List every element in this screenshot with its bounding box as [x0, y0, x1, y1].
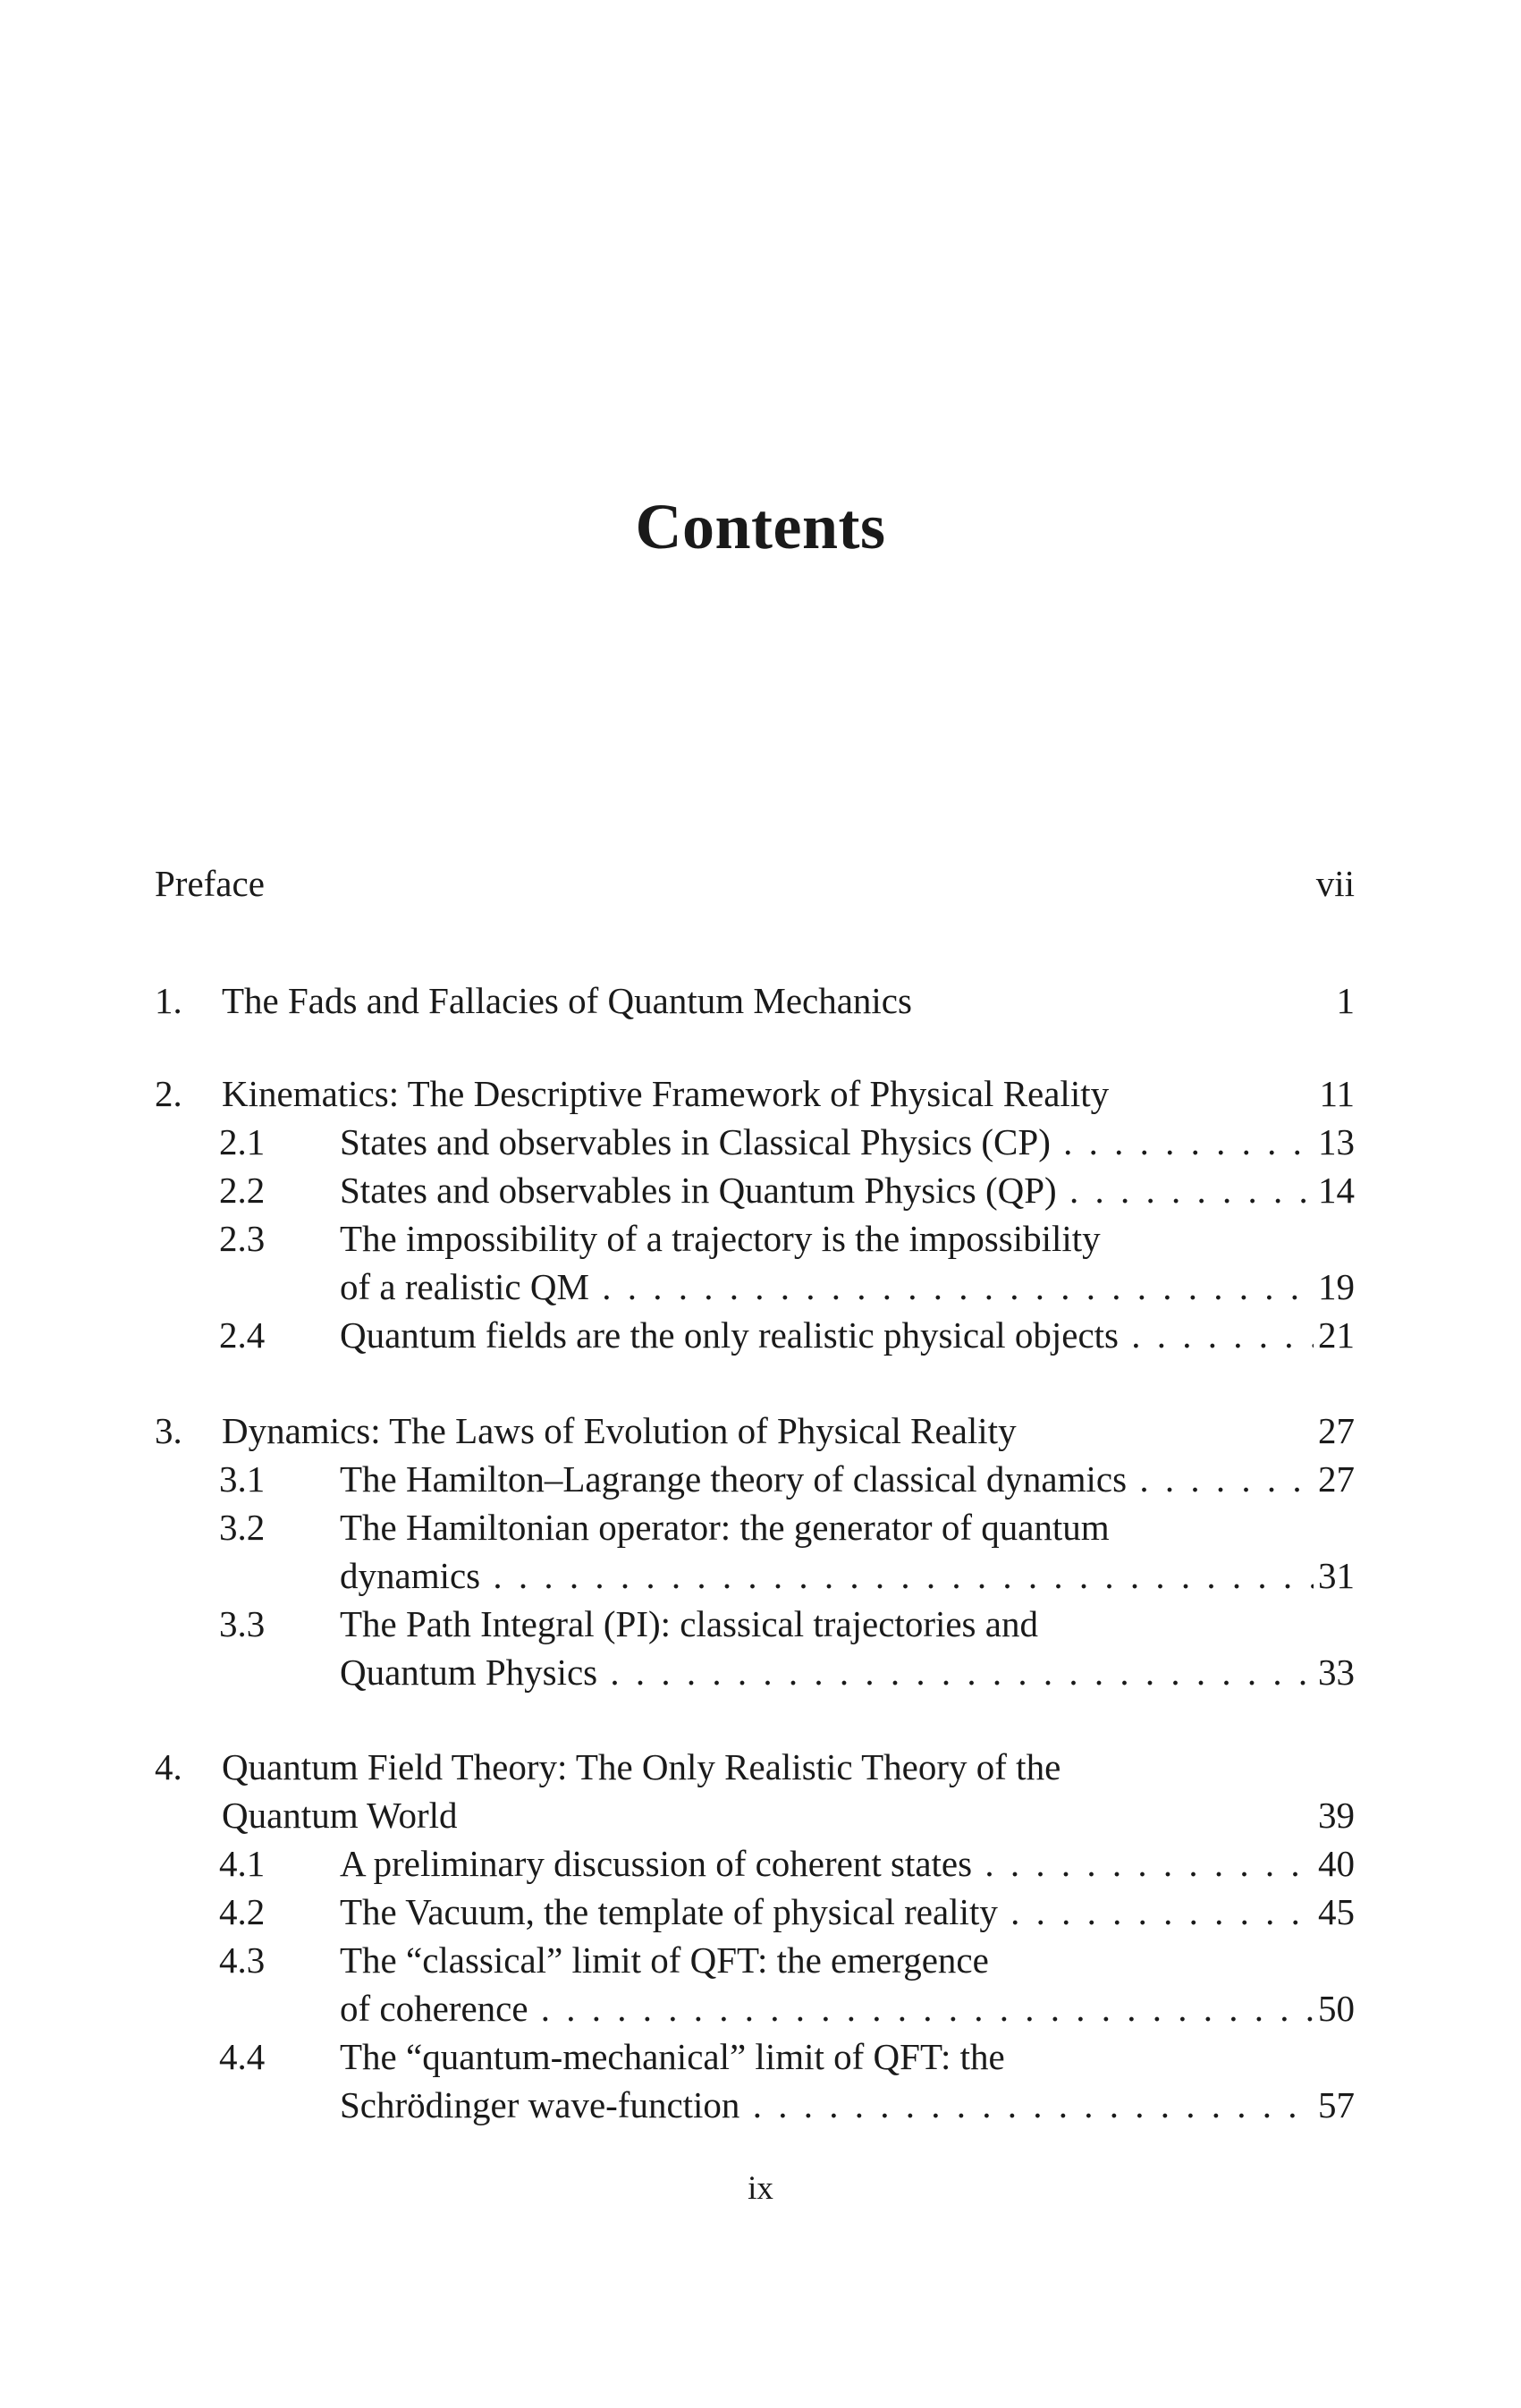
entry-page: 14 [1318, 1170, 1355, 1211]
section-title-line-2: Schrödinger wave-function . . . [340, 2080, 1314, 2130]
toc-entry-section-3-2 [0, 1502, 1521, 1552]
section-title-line-1: The impossibility of a trajectory is the impossibility [340, 1218, 1101, 1259]
chapter-number: 2. [155, 1073, 182, 1114]
toc-entry-section-2-3 [0, 1213, 1521, 1263]
page-title: Contents [635, 491, 886, 562]
toc-entry-chapter-3 [0, 1406, 1521, 1456]
section-title-line-2: Quantum Physics . . . [340, 1647, 1314, 1697]
toc-entry-section-2-3-cont [0, 1262, 1521, 1312]
toc-entry-section-4-3-cont [0, 1983, 1521, 2033]
chapter-title: Dynamics: The Laws of Evolution of Physical Reality [222, 1410, 1017, 1451]
section-number: 2.3 [219, 1218, 266, 1259]
toc-entry-section-4-1 [0, 1838, 1521, 1888]
toc-entry-section-4-3 [0, 1935, 1521, 1985]
toc-entry-preface [0, 858, 1521, 908]
section-title-line-1: The Path Integral (PI): classical trajectories and [340, 1603, 1038, 1644]
entry-page: 13 [1318, 1121, 1355, 1162]
chapter-title: Kinematics: The Descriptive Framework of Physical Reality [222, 1073, 1110, 1114]
entry-page: vii [1315, 863, 1355, 904]
entry-page: 33 [1318, 1652, 1355, 1693]
section-title-line-2: of coherence . . . [340, 1983, 1314, 2033]
entry-page: 50 [1318, 1988, 1355, 2029]
toc-entry-section-3-1 [0, 1454, 1521, 1504]
toc-entry-section-2-1 [0, 1117, 1521, 1167]
toc-entry-section-4-2 [0, 1887, 1521, 1937]
section-number: 4.3 [219, 1939, 266, 1981]
chapter-number: 4. [155, 1746, 182, 1787]
toc-entry-section-3-2-cont [0, 1550, 1521, 1601]
chapter-title-line-2: Quantum World [222, 1795, 458, 1836]
chapter-title-line-1: Quantum Field Theory: The Only Realistic Theory of the [222, 1746, 1061, 1787]
entry-page: 57 [1318, 2084, 1355, 2125]
chapter-number: 3. [155, 1410, 182, 1451]
section-title: Quantum fields are the only realistic physical objects . . . [340, 1310, 1314, 1360]
section-number: 3.1 [219, 1458, 266, 1500]
section-number: 2.2 [219, 1170, 266, 1211]
section-number: 4.1 [219, 1843, 266, 1884]
section-title-line-2: of a realistic QM . . . [340, 1262, 1314, 1312]
section-number: 2.4 [219, 1314, 266, 1356]
chapter-number: 1. [155, 980, 182, 1021]
section-number: 3.2 [219, 1507, 266, 1548]
section-title: States and observables in Classical Physics (CP) . . . [340, 1117, 1314, 1167]
section-title: The Hamilton–Lagrange theory of classical dynamics . . . [340, 1454, 1314, 1504]
entry-page: 27 [1318, 1410, 1355, 1451]
entry-page: 39 [1318, 1795, 1355, 1836]
section-number: 3.3 [219, 1603, 266, 1644]
toc-entry-section-4-4 [0, 2032, 1521, 2082]
toc-entry-section-3-3 [0, 1599, 1521, 1649]
section-title: States and observables in Quantum Physics (QP) . . . [340, 1165, 1314, 1215]
page-number-footer: ix [748, 2170, 773, 2207]
section-number: 4.2 [219, 1891, 266, 1932]
toc-entry-section-3-3-cont [0, 1647, 1521, 1697]
toc-entry-chapter-1 [0, 976, 1521, 1026]
section-number: 4.4 [219, 2036, 266, 2077]
toc-entry-chapter-2 [0, 1069, 1521, 1119]
section-title-line-1: The Hamiltonian operator: the generator of quantum [340, 1507, 1110, 1548]
entry-page: 40 [1318, 1843, 1355, 1884]
toc-entry-chapter-4-cont [0, 1790, 1521, 1840]
section-title: A preliminary discussion of coherent states . . . [340, 1838, 1314, 1888]
entry-page: 27 [1318, 1458, 1355, 1500]
entry-page: 45 [1318, 1891, 1355, 1932]
toc-entry-section-2-2 [0, 1165, 1521, 1215]
entry-title: Preface [155, 863, 265, 904]
entry-page: 19 [1318, 1266, 1355, 1307]
toc-entry-section-2-4 [0, 1310, 1521, 1360]
entry-page: 31 [1318, 1555, 1355, 1596]
toc-entry-chapter-4 [0, 1742, 1521, 1792]
entry-page: 1 [1336, 980, 1355, 1021]
section-title-line-1: The “classical” limit of QFT: the emergence [340, 1939, 989, 1981]
chapter-title: The Fads and Fallacies of Quantum Mechanics [222, 980, 912, 1021]
section-title-line-2: dynamics . . . [340, 1550, 1314, 1601]
toc-entry-section-4-4-cont [0, 2080, 1521, 2130]
entry-page: 11 [1319, 1073, 1355, 1114]
section-number: 2.1 [219, 1121, 266, 1162]
section-title-line-1: The “quantum-mechanical” limit of QFT: the [340, 2036, 1005, 2077]
section-title: The Vacuum, the template of physical reality . . . [340, 1887, 1314, 1937]
entry-page: 21 [1318, 1314, 1355, 1356]
